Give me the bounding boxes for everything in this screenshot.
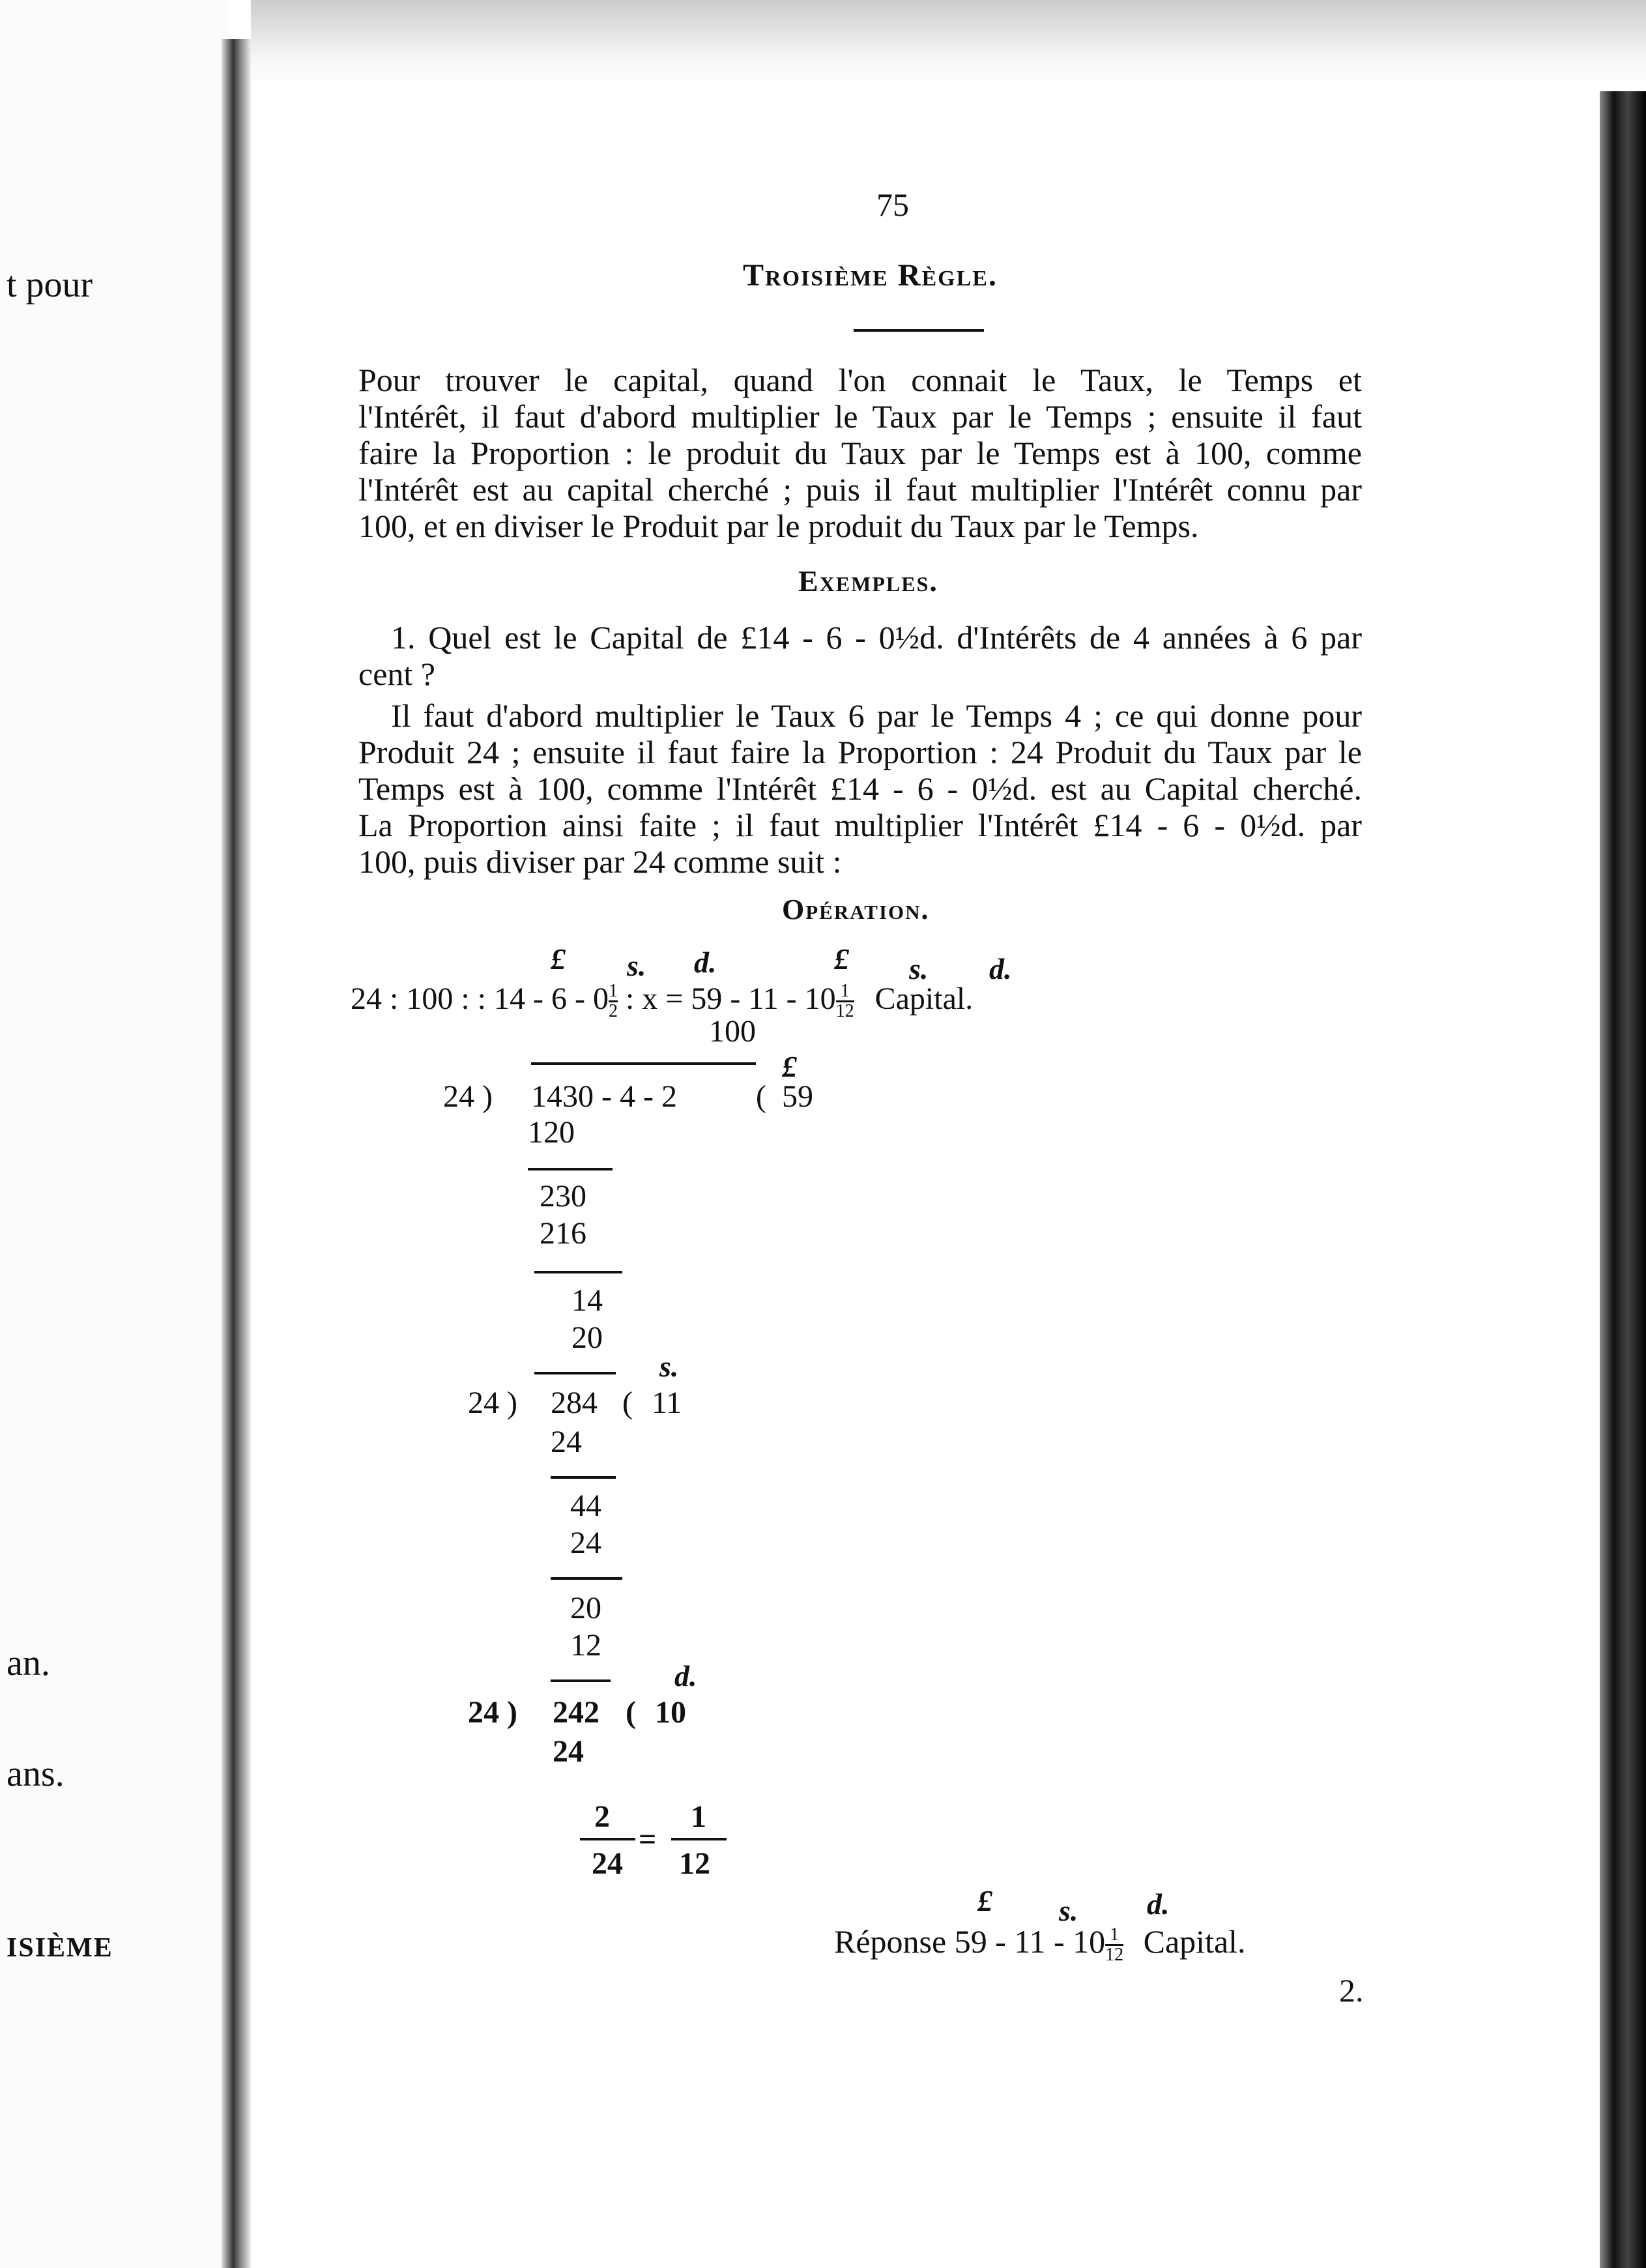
pence-header: d. [1147, 1887, 1170, 1921]
division-step: 20 [571, 1320, 603, 1355]
division-rule [528, 1168, 613, 1170]
left-page-text: ans. [7, 1754, 65, 1794]
divisor: 24 ) [443, 1079, 493, 1114]
pence-header: d. [989, 952, 1012, 985]
explanation-line: Produit 24 ; ensuite il faut faire la Proportion : 24 Produit du Taux par le [358, 734, 1362, 770]
question-line: 1. Quel est le Capital de £14 - 6 - 0½d. d'Intérêts de 4 années à 6 par [391, 619, 1362, 656]
divisor: 24 ) [468, 1386, 517, 1420]
division-rule [551, 1476, 616, 1479]
book-gutter [222, 39, 251, 2268]
response-label: Réponse 59 - 11 - 10 [834, 1923, 1106, 1960]
fraction-denominator: 12 [1105, 1945, 1124, 1966]
dividend: 284 [551, 1386, 598, 1420]
quotient-pounds: 59 [782, 1079, 813, 1114]
fraction-numerator: 1 [840, 981, 850, 1002]
question-line: cent ? [358, 656, 435, 692]
division-step: 14 [571, 1283, 603, 1318]
quotient-shillings: 11 [652, 1386, 682, 1420]
rule-line: 100, et en diviser le Produit par le produit du Taux par le Temps. [358, 508, 1199, 544]
fraction-bar [580, 1838, 635, 1840]
page-top-shadow [251, 0, 1646, 85]
quotient-paren: ( [626, 1695, 636, 1730]
operation-heading: Opération. [782, 894, 930, 925]
division-step: 24 [570, 1526, 601, 1560]
pound-header: £ [782, 1050, 797, 1083]
division-step: 20 [570, 1591, 601, 1625]
explanation-line: Il faut d'abord multiplier le Taux 6 par le Temps 4 ; ce qui donne pour [391, 697, 1362, 734]
dividend: 242 [553, 1695, 599, 1730]
examples-heading: Exemples. [798, 564, 938, 598]
quotient-paren: ( [756, 1079, 766, 1114]
proportion-middle: : x = 59 - 11 - 10 [625, 981, 836, 1016]
left-page-text: an. [7, 1643, 50, 1683]
multiplication-rule [531, 1062, 756, 1065]
division-step: 216 [540, 1216, 586, 1251]
rule-line: Pour trouver le capital, quand l'on connait le Taux, le Temps et [358, 362, 1362, 398]
pound-header: £ [977, 1884, 992, 1917]
rule-line: l'Intérêt, il faut d'abord multiplier le Taux par le Temps ; ensuite il faut [358, 398, 1362, 435]
division-rule [551, 1577, 622, 1580]
fraction-bar [671, 1838, 727, 1840]
left-page-text: t pour [7, 265, 93, 305]
division-step: 24 [551, 1425, 582, 1459]
explanation-line: Temps est à 100, comme l'Intérêt £14 - 6 - 0½d. est au Capital cherché. [358, 770, 1362, 807]
division-step: 24 [553, 1734, 584, 1769]
fraction-numerator: 1 [1110, 1925, 1119, 1945]
division-step: 120 [528, 1115, 575, 1150]
capital-label: Capital. [874, 981, 974, 1016]
heading-rule [854, 329, 984, 332]
left-page-fragment [0, 0, 228, 2268]
page-number: 75 [876, 186, 909, 223]
remainder-numerator: 2 [594, 1799, 610, 1834]
explanation-paragraph [358, 697, 1362, 880]
quotient-paren: ( [622, 1386, 633, 1420]
divisor: 24 ) [468, 1695, 517, 1730]
shilling-header: s. [627, 949, 646, 982]
quotient-pence: 10 [655, 1695, 686, 1730]
rule-line: l'Intérêt est au capital cherché ; puis il faut multiplier l'Intérêt connu par [358, 471, 1362, 508]
division-step: 44 [570, 1489, 601, 1523]
multiplier: 100 [709, 1014, 756, 1049]
page-edge-shadow [1600, 91, 1646, 2268]
remainder-denominator: 24 [592, 1846, 623, 1881]
proportion-left: 24 : 100 : : 14 - 6 - 0 [351, 981, 609, 1016]
response-line [834, 1923, 1246, 1964]
shilling-header: s. [909, 952, 929, 985]
shilling-header: s. [1059, 1894, 1078, 1927]
fraction-denominator: 12 [835, 1001, 854, 1022]
pence-header: d. [674, 1659, 697, 1693]
left-page-text: ISIÈME [7, 1933, 113, 1963]
half-fraction [609, 982, 618, 1021]
division-step: 12 [570, 1628, 601, 1663]
division-step: 230 [540, 1179, 586, 1214]
rule-heading: Troisième Règle. [743, 258, 998, 293]
response-unit: Capital. [1143, 1923, 1246, 1960]
pound-header: £ [834, 942, 849, 976]
division-rule [534, 1372, 616, 1374]
explanation-line: La Proportion ainsi faite ; il faut multiplier l'Intérêt £14 - 6 - 0½d. par [358, 807, 1362, 843]
reduced-numerator: 1 [691, 1799, 706, 1834]
footer-mark: 2. [1339, 1972, 1364, 2009]
proportion-line [351, 981, 973, 1021]
reduced-denominator: 12 [679, 1846, 710, 1881]
division-rule [551, 1679, 611, 1682]
division-rule [534, 1271, 622, 1273]
response-fraction [1105, 1926, 1123, 1964]
shilling-header: s. [659, 1350, 679, 1383]
dividend: 1430 - 4 - 2 [531, 1079, 677, 1114]
equals-sign: = [639, 1822, 657, 1857]
explanation-line: 100, puis diviser par 24 comme suit : [358, 843, 842, 880]
pound-header: £ [551, 942, 566, 976]
fraction-numerator: 1 [608, 981, 618, 1002]
rule-line: faire la Proportion : le produit du Taux par le Temps est à 100, comme [358, 435, 1362, 471]
pence-header: d. [694, 946, 717, 979]
question-paragraph [358, 619, 1362, 692]
rule-paragraph [358, 362, 1362, 544]
fraction-denominator: 2 [608, 1001, 618, 1022]
twelfth-fraction [836, 982, 854, 1021]
